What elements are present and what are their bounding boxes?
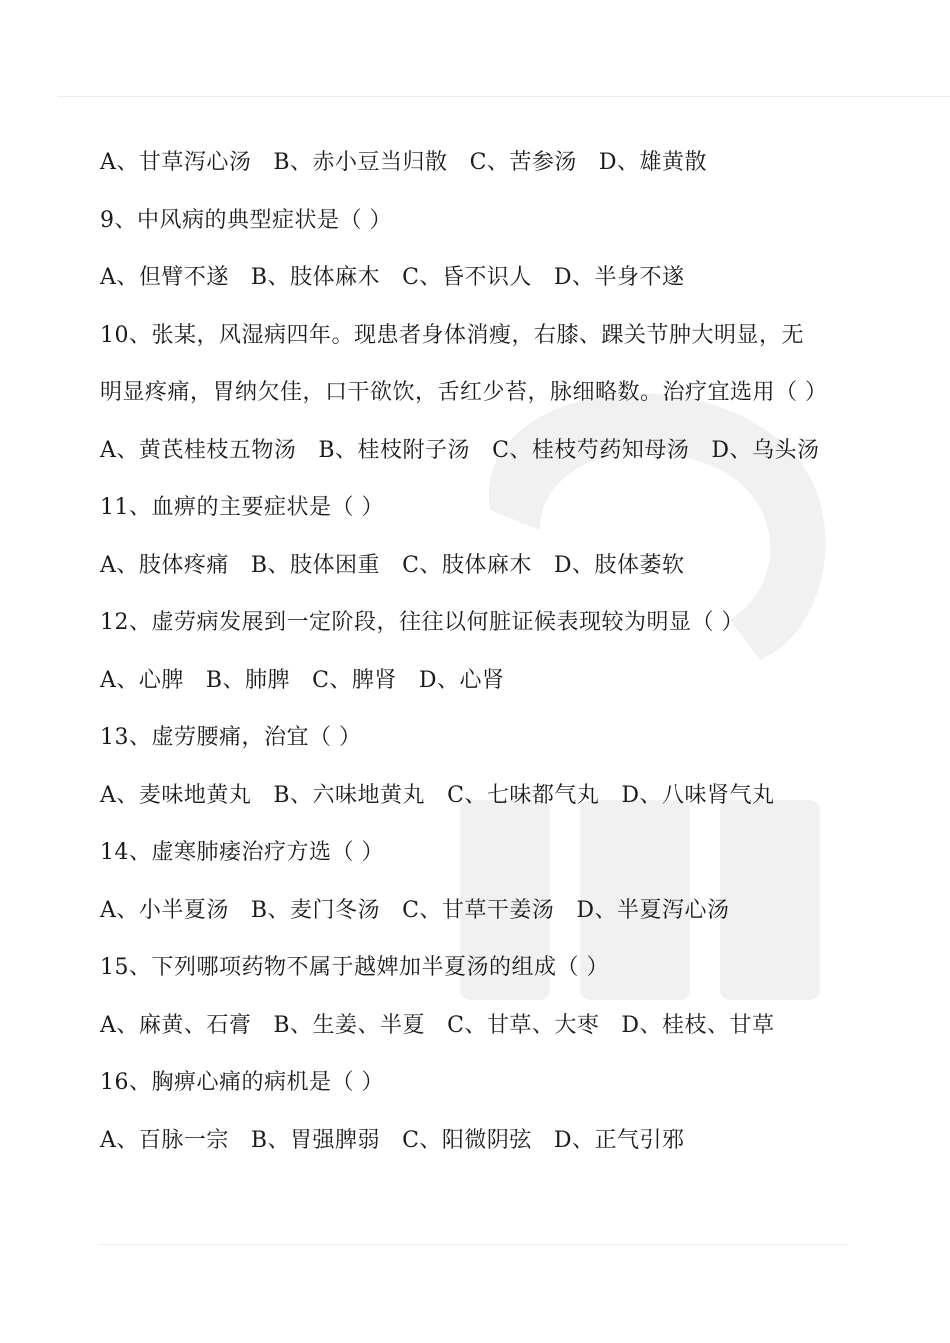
option-c: C、桂枝芍药知母汤 <box>492 437 690 463</box>
bottom-divider <box>100 1244 848 1245</box>
option-a: A、肢体疼痛 <box>100 552 229 578</box>
question-12: 12、虚劳病发展到一定阶段，往往以何脏证候表现较为明显（ ） <box>100 610 744 635</box>
options-line <box>100 422 860 480</box>
option-c: C、昏不识人 <box>402 265 532 290</box>
options-line <box>100 134 860 192</box>
option-b: B、肢体麻木 <box>250 265 381 290</box>
question-11: 11、血痹的主要症状是（ ） <box>100 495 384 520</box>
option-b: B、六味地黄丸 <box>273 782 426 808</box>
option-a: A、麻黄、石膏 <box>100 1012 252 1038</box>
option-d: D、乌头汤 <box>711 437 820 463</box>
option-b: B、肺脾 <box>205 667 291 693</box>
question-16: 16、胸痹心痛的病机是（ ） <box>100 1070 384 1095</box>
option-d: D、半夏泻心汤 <box>576 897 730 923</box>
option-a: A、黄芪桂枝五物汤 <box>100 437 297 463</box>
exam-content <box>100 134 860 1169</box>
question-15: 15、下列哪项药物不属于越婢加半夏汤的组成（ ） <box>100 955 609 980</box>
option-a: A、小半夏汤 <box>100 897 229 923</box>
options-line <box>100 1112 860 1170</box>
options-line <box>100 537 860 595</box>
option-b: B、赤小豆当归散 <box>273 150 448 175</box>
option-d: D、半身不遂 <box>553 265 685 290</box>
option-c: C、甘草干姜汤 <box>402 897 555 923</box>
option-b: B、桂枝附子汤 <box>318 437 471 463</box>
option-a: A、甘草泻心汤 <box>100 150 252 175</box>
option-c: C、脾肾 <box>312 667 397 693</box>
option-d: D、八味肾气丸 <box>621 782 775 808</box>
options-line <box>100 652 860 710</box>
option-d: D、肢体萎软 <box>553 552 685 578</box>
option-d: D、桂枝、甘草 <box>621 1012 775 1038</box>
option-d: D、雄黄散 <box>598 150 708 175</box>
option-b: B、肢体困重 <box>250 552 381 578</box>
option-a: A、百脉一宗 <box>100 1127 229 1153</box>
option-c: C、甘草、大枣 <box>447 1012 600 1038</box>
question-13: 13、虚劳腰痛，治宜（ ） <box>100 725 362 750</box>
option-d: D、正气引邪 <box>553 1127 685 1153</box>
option-c: C、阳微阴弦 <box>402 1127 532 1153</box>
option-a: A、心脾 <box>100 667 184 693</box>
question-10-line-2: 明显疼痛，胃纳欠佳，口干欲饮，舌红少苔，脉细略数。治疗宜选用（ ） <box>100 380 828 405</box>
option-b: B、胃强脾弱 <box>250 1127 381 1153</box>
option-c: C、七味都气丸 <box>447 782 600 808</box>
option-c: C、肢体麻木 <box>402 552 532 578</box>
options-line <box>100 767 860 825</box>
question-14: 14、虚寒肺痿治疗方选（ ） <box>100 840 384 865</box>
options-line <box>100 882 860 940</box>
options-line <box>100 997 860 1055</box>
option-a: A、麦味地黄丸 <box>100 782 252 808</box>
option-b: B、麦门冬汤 <box>250 897 381 923</box>
top-divider <box>58 96 950 97</box>
options-line <box>100 249 860 307</box>
question-9: 9、中风病的典型症状是（ ） <box>100 207 392 233</box>
option-d: D、心肾 <box>418 667 505 693</box>
option-a: A、但臂不遂 <box>100 265 229 290</box>
option-b: B、生姜、半夏 <box>273 1012 426 1038</box>
question-10-line-1: 10、张某，风湿病四年。现患者身体消瘦，右膝、踝关节肿大明显，无 <box>100 322 804 348</box>
option-c: C、苦参汤 <box>469 150 577 175</box>
